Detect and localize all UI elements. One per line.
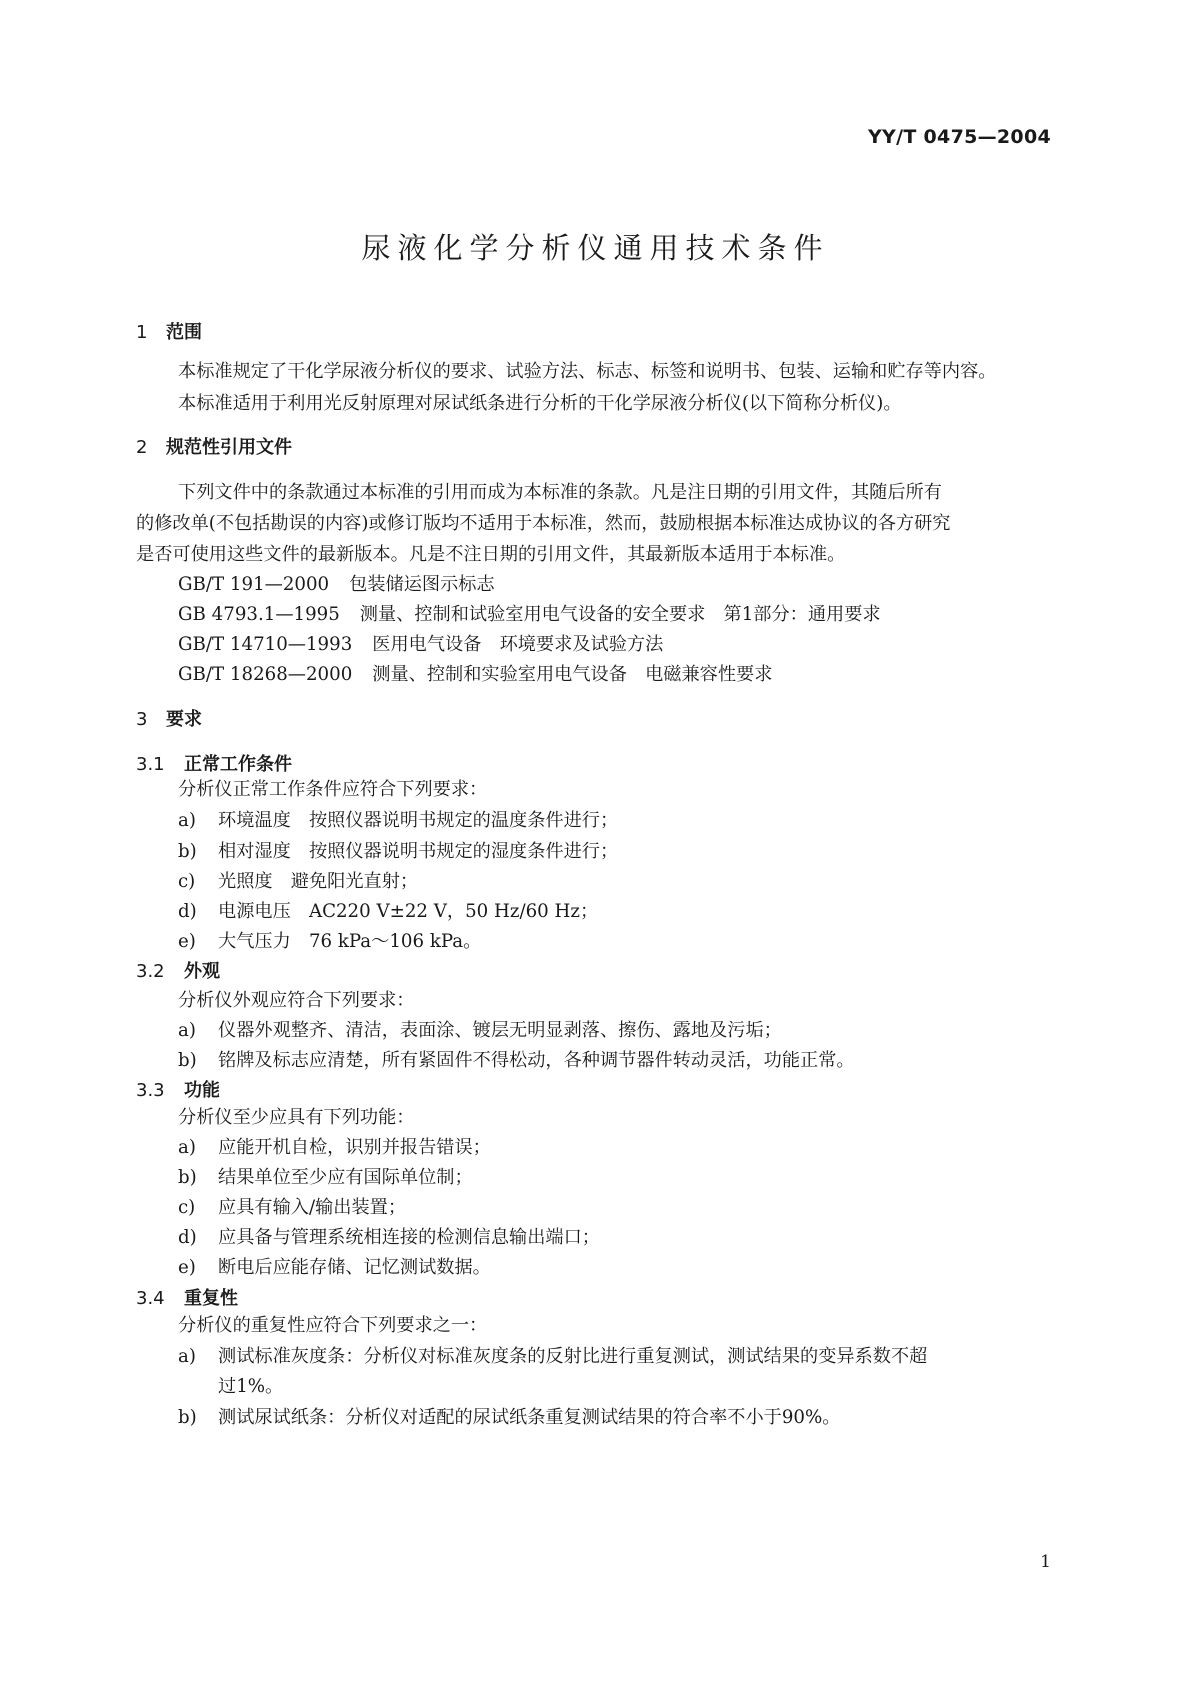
list-label: a)	[178, 1020, 196, 1041]
list-item-continuation	[178, 1372, 283, 1398]
page-title: 尿液化学分析仪通用技术条件	[361, 231, 830, 265]
list-text: 测试尿试纸条：分析仪对适配的尿试纸条重复测试结果的符合率不小于90%。	[218, 1407, 841, 1428]
section-number: 3	[136, 709, 148, 730]
list-label: b)	[178, 1407, 197, 1428]
section-title: 功能	[184, 1080, 220, 1101]
list-text: 光照度 避免阳光直射；	[218, 871, 419, 892]
list-text: 环境温度 按照仪器说明书规定的温度条件进行；	[218, 810, 619, 831]
list-item	[178, 837, 618, 863]
list-item	[178, 1403, 840, 1429]
section-number: 3.1	[136, 754, 165, 775]
list-item	[178, 806, 618, 832]
list-label: c)	[178, 1197, 196, 1218]
section-number: 3.4	[136, 1288, 165, 1309]
list-text: 结果单位至少应有国际单位制；	[218, 1167, 473, 1188]
list-text: 应具备与管理系统相连接的检测信息输出端口；	[218, 1227, 600, 1248]
reference-title: 测量、控制和试验室用电气设备的安全要求 第1部分：通用要求	[359, 604, 881, 625]
list-text: 应能开机自检，识别并报告错误；	[218, 1137, 491, 1158]
list-item	[178, 927, 481, 953]
section-number: 2	[136, 437, 148, 458]
list-item	[178, 867, 418, 893]
section-title: 正常工作条件	[184, 754, 292, 775]
list-label: e)	[178, 931, 196, 952]
section-title: 重复性	[184, 1288, 238, 1309]
paragraph-line: 是否可使用这些文件的最新版本。凡是不注日期的引用文件，其最新版本适用于本标准。	[136, 544, 846, 565]
reference-item	[178, 660, 772, 686]
reference-item	[178, 570, 495, 596]
list-item	[178, 1342, 927, 1368]
list-item	[178, 1046, 855, 1072]
standard-code: YY/T 0475—2004	[868, 126, 1051, 148]
list-label: b)	[178, 1167, 197, 1188]
paragraph-line: 的修改单(不包括勘误的内容)或修订版均不适用于本标准，然而，鼓励根据本标准达成协议的各方研究	[136, 513, 951, 534]
paragraph: 本标准规定了干化学尿液分析仪的要求、试验方法、标志、标签和说明书、包装、运输和贮存等内容。	[178, 361, 997, 382]
reference-title: 测量、控制和实验室用电气设备 电磁兼容性要求	[372, 664, 773, 685]
section-3-heading	[136, 705, 202, 731]
paragraph: 本标准适用于利用光反射原理对尿试纸条进行分析的干化学尿液分析仪(以下简称分析仪)。	[178, 393, 902, 414]
section-title: 范围	[166, 322, 202, 343]
list-text: 大气压力 76 kPa～106 kPa。	[218, 931, 482, 952]
subsection-3-3-heading	[136, 1076, 220, 1102]
list-text: 应具有输入/输出装置；	[218, 1197, 407, 1218]
list-text: 测试标准灰度条：分析仪对标准灰度条的反射比进行重复测试，测试结果的变异系数不超	[218, 1346, 928, 1367]
list-item	[178, 897, 598, 923]
subsection-3-4-heading	[136, 1284, 238, 1310]
list-item	[178, 1223, 600, 1249]
list-label: a)	[178, 1137, 196, 1158]
paragraph: 下列文件中的条款通过本标准的引用而成为本标准的条款。凡是注日期的引用文件，其随后所有	[178, 482, 942, 503]
list-label: d)	[178, 1227, 197, 1248]
paragraph: 分析仪正常工作条件应符合下列要求：	[178, 779, 488, 800]
section-number: 1	[136, 322, 148, 343]
reference-item	[178, 600, 881, 626]
reference-code: GB 4793.1—1995	[178, 604, 340, 625]
list-item	[178, 1253, 491, 1279]
section-1-heading	[136, 318, 202, 344]
list-label: b)	[178, 1050, 197, 1071]
section-number: 3.2	[136, 961, 165, 982]
list-item	[178, 1163, 473, 1189]
list-label: c)	[178, 871, 196, 892]
list-text: 过1%。	[218, 1376, 284, 1397]
reference-item	[178, 630, 663, 656]
section-title: 要求	[166, 709, 202, 730]
paragraph: 分析仪外观应符合下列要求：	[178, 990, 415, 1011]
page-number: 1	[1040, 1552, 1051, 1572]
list-label: a)	[178, 810, 196, 831]
section-2-heading	[136, 433, 292, 459]
list-text: 电源电压 AC220 V±22 V，50 Hz/60 Hz；	[218, 901, 599, 922]
list-text: 断电后应能存储、记忆测试数据。	[218, 1257, 491, 1278]
list-item	[178, 1193, 406, 1219]
section-number: 3.3	[136, 1080, 165, 1101]
reference-code: GB/T 18268—2000	[178, 664, 353, 685]
reference-title: 包装储运图示标志	[349, 574, 495, 595]
list-text: 相对湿度 按照仪器说明书规定的湿度条件进行；	[218, 841, 619, 862]
section-title: 规范性引用文件	[166, 437, 292, 458]
list-item	[178, 1133, 491, 1159]
section-title: 外观	[184, 961, 220, 982]
list-label: e)	[178, 1257, 196, 1278]
list-text: 仪器外观整齐、清洁，表面涂、镀层无明显剥落、擦伤、露地及污垢；	[218, 1020, 782, 1041]
list-label: d)	[178, 901, 197, 922]
subsection-3-1-heading	[136, 750, 292, 776]
list-label: b)	[178, 841, 197, 862]
list-label: a)	[178, 1346, 196, 1367]
subsection-3-2-heading	[136, 957, 220, 983]
paragraph: 分析仪的重复性应符合下列要求之一：	[178, 1315, 488, 1336]
reference-title: 医用电气设备 环境要求及试验方法	[372, 634, 664, 655]
paragraph: 分析仪至少应具有下列功能：	[178, 1107, 415, 1128]
reference-code: GB/T 191—2000	[178, 574, 330, 595]
reference-code: GB/T 14710—1993	[178, 634, 353, 655]
list-item	[178, 1016, 782, 1042]
list-text: 铭牌及标志应清楚，所有紧固件不得松动，各种调节器件转动灵活，功能正常。	[218, 1050, 855, 1071]
